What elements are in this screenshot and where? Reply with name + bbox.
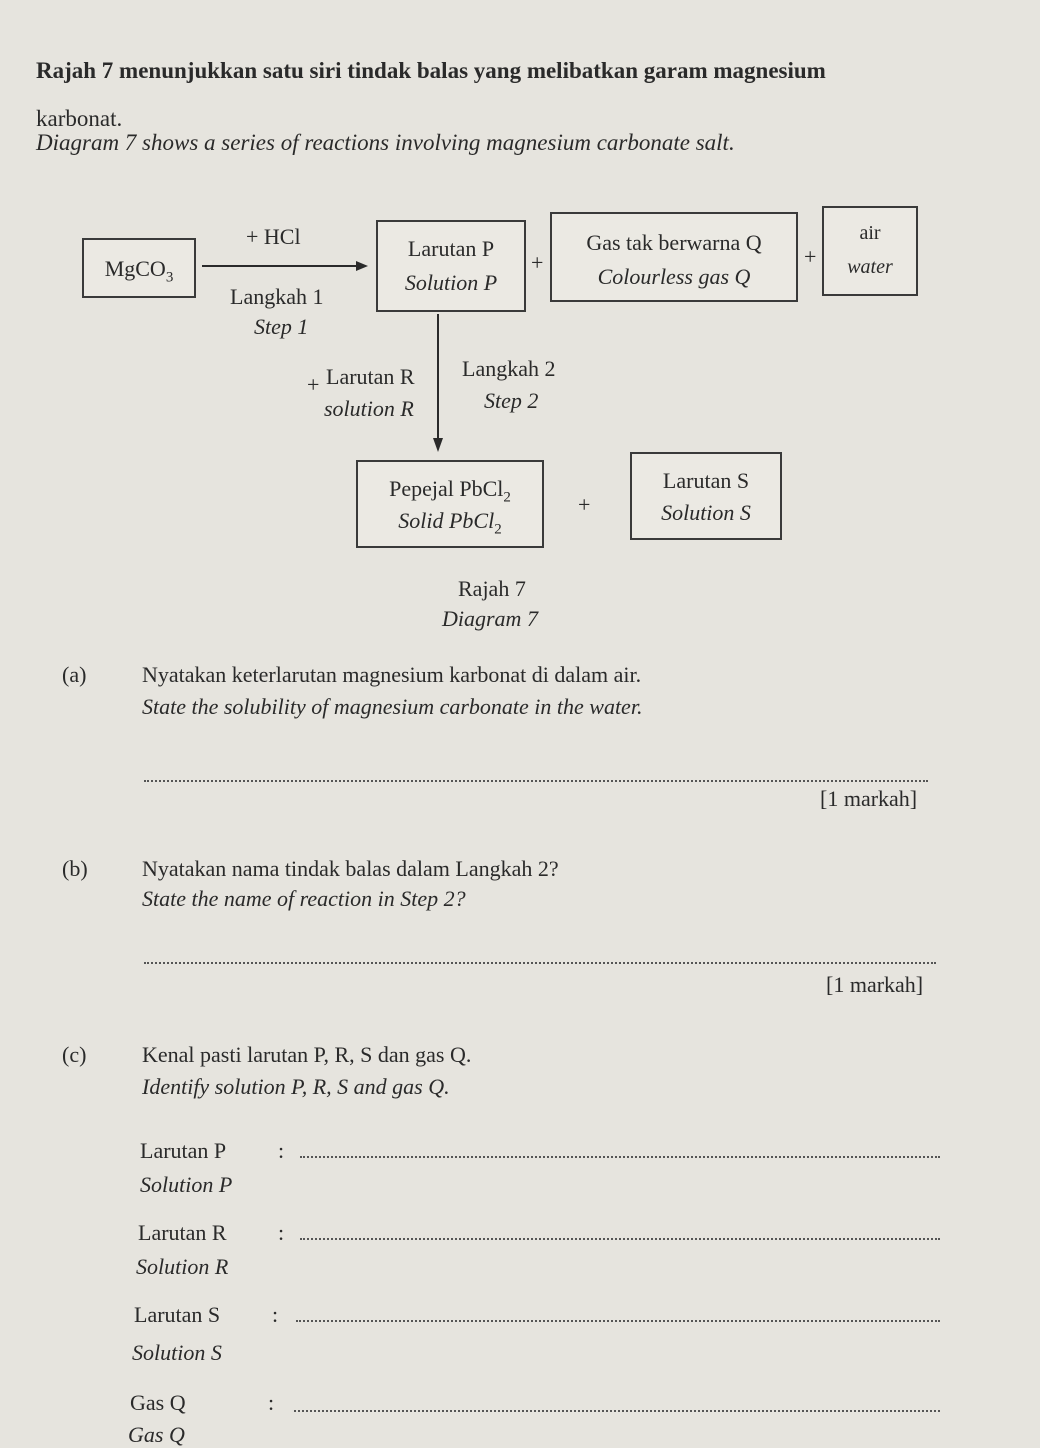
solution-p-en: Solution P [404,270,498,295]
answer-label-solution-s: Larutan S [134,1302,221,1327]
solution-r-ms: Larutan R [326,364,415,389]
answer-label-gas-q-en: Gas Q [128,1422,185,1447]
answer-colon: : [272,1302,279,1327]
question-c-en: Identify solution P, R, S and gas Q. [142,1074,450,1099]
answer-line-a[interactable] [144,780,928,782]
answer-line-solution-p[interactable] [300,1156,940,1158]
solid-pbcl2-box [356,460,544,548]
step2-label-ms: Langkah 2 [462,356,556,381]
answer-label-solution-p: Larutan P [140,1138,227,1163]
solution-s-ms: Larutan S [662,468,750,493]
answer-label-solution-r: Larutan R [138,1220,227,1245]
intro-line-1: Rajah 7 menunjukkan satu siri tindak balas yang melibatkan garam magnesium [36,58,826,83]
solid-pbcl2-en: Solid PbCl$_2$ [398,508,502,538]
question-a-ms: Nyatakan keterlarutan magnesium karbonat di dalam air. [142,662,642,687]
solution-s-en: Solution S [661,500,751,525]
question-b-en: State the name of reaction in Step 2? [142,886,466,911]
diagram-caption-en: Diagram 7 [442,606,538,631]
answer-line-b[interactable] [144,962,936,964]
answer-line-gas-q[interactable] [294,1410,940,1412]
solution-r-en: solution R [324,396,414,421]
plus-sign: + [804,244,817,269]
water-box [822,206,918,296]
step2-label-en: Step 2 [484,388,539,413]
step2-arrow [428,312,448,454]
answer-line-solution-s[interactable] [296,1320,940,1322]
solution-s-box [630,452,782,540]
question-b-ms: Nyatakan nama tindak balas dalam Langkah 2? [142,856,559,881]
question-a-en: State the solubility of magnesium carbonate in the water. [142,694,643,719]
step1-arrow [200,256,370,276]
answer-label-solution-s-en: Solution S [132,1340,222,1365]
question-c-number: (c) [62,1042,87,1067]
water-ms: air [859,222,881,244]
answer-line-solution-r[interactable] [300,1238,940,1240]
intro-line-2: karbonat. [36,106,123,131]
answer-colon: : [278,1138,285,1163]
mgco3-box [82,238,196,298]
solution-p-ms: Larutan P [407,236,495,261]
marks-a: [1 markah] [820,786,918,811]
solution-p-box [376,220,526,312]
answer-label-solution-r-en: Solution R [136,1254,229,1279]
solid-pbcl2-ms: Pepejal PbCl$_2$ [389,476,511,506]
gas-q-ms: Gas tak berwarna Q [586,230,762,255]
marks-b: [1 markah] [826,972,924,997]
intro-line-3: Diagram 7 shows a series of reactions involving magnesium carbonate salt. [36,130,735,155]
answer-label-solution-p-en: Solution P [140,1172,233,1197]
mgco3-label: MgCO$_3$ [104,256,174,286]
diagram-caption-ms: Rajah 7 [458,576,526,601]
gas-q-en: Colourless gas Q [597,264,751,289]
question-b-number: (b) [62,856,88,881]
answer-label-gas-q: Gas Q [130,1390,186,1415]
step1-label-ms: Langkah 1 [230,284,324,309]
answer-colon: : [278,1220,285,1245]
question-a-number: (a) [62,662,87,687]
plus-sign: + [307,372,320,397]
answer-colon: : [268,1390,275,1415]
question-c-ms: Kenal pasti larutan P, R, S dan gas Q. [142,1042,472,1067]
step1-label-en: Step 1 [254,314,309,339]
plus-sign: + [531,250,544,275]
plus-sign: + [578,492,591,517]
gas-q-box [550,212,798,302]
water-en: water [847,256,893,278]
hcl-label: + HCl [246,224,301,249]
